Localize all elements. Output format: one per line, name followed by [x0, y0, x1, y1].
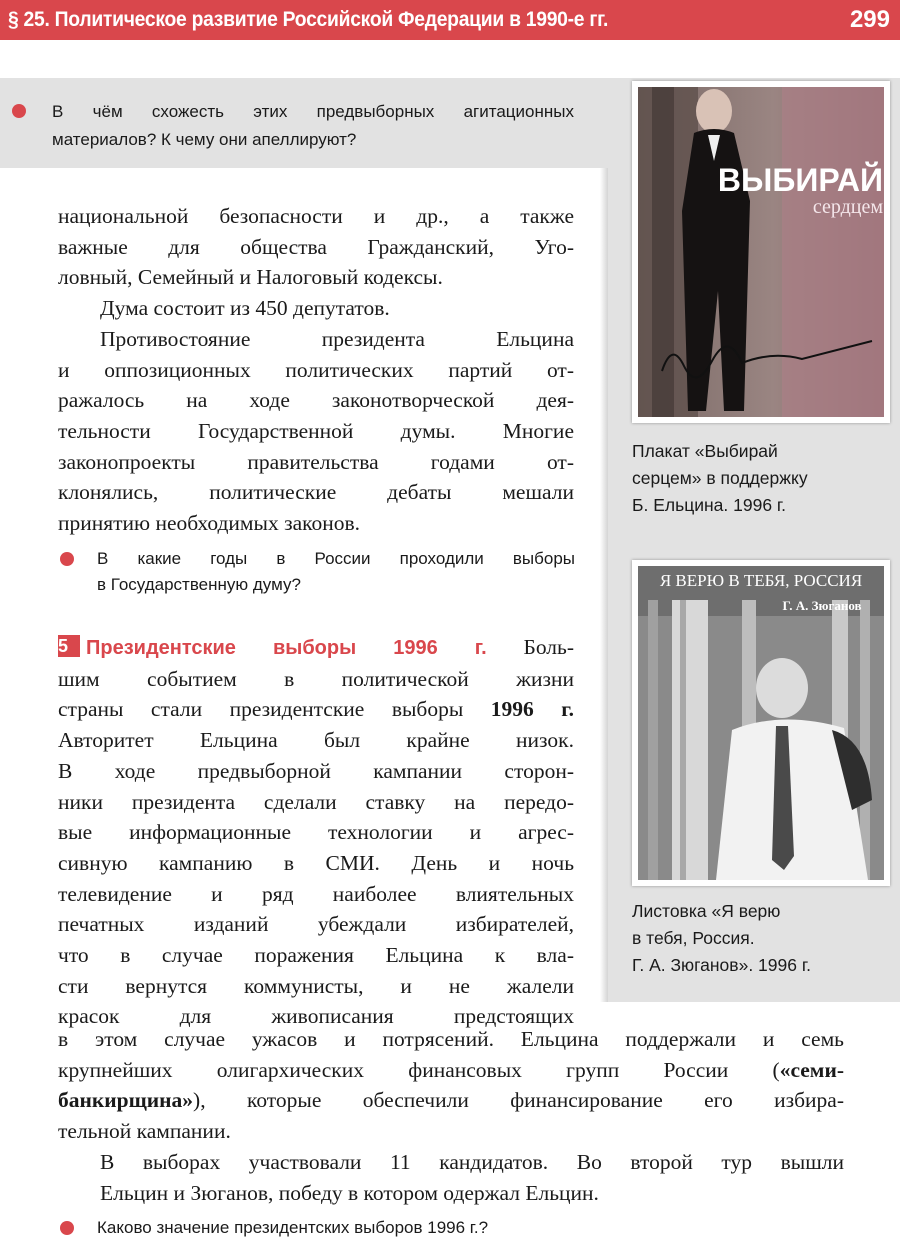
- caption-zyuganov-line-1: Листовка «Я верю: [632, 901, 781, 921]
- poster-zyuganov-title: Я ВЕРЮ В ТЕБЯ, РОССИЯ: [659, 571, 863, 590]
- poster-yeltsin: [632, 81, 890, 423]
- section5-line-2: шим событием в политической жизни: [58, 666, 574, 691]
- caption-yeltsin-line-2: серцем» в поддержку: [632, 468, 808, 488]
- section5-line-12: сти вернутся коммунисты, и не жалели: [58, 973, 574, 998]
- question-top: [52, 98, 574, 154]
- question-mid-line-2: в Государственную думу?: [97, 575, 301, 594]
- para1-line-1: национальной безопасности и др., а также: [58, 204, 574, 228]
- question-top-line-2: материалов? К чему они апеллируют?: [52, 130, 357, 149]
- question-bottom: Каково значение президентских выборов 1996 г.?: [97, 1218, 489, 1237]
- question-mid-line-1: В какие годы в России проходили выборы: [97, 549, 575, 568]
- para1-line-2: важные для общества Гражданский, Уго-: [58, 234, 574, 259]
- wide-para-line-2: Ельцин и Зюганов, победу в котором одержал Ельцин.: [100, 1180, 599, 1205]
- section5-line-7: вые информационные технологии и агрес-: [58, 820, 574, 845]
- poster-yeltsin-subtitle: сердцем: [812, 196, 883, 218]
- question-mid: [97, 546, 575, 598]
- wide-para-line-1: В выборах участвовали 11 кандидатов. Во второй тур вышли: [100, 1149, 844, 1174]
- wide-line-2: [58, 1055, 844, 1086]
- poster-zyuganov-name: Г. А. Зюганов: [782, 598, 862, 613]
- section-heading-tail: Боль-: [486, 635, 574, 659]
- caption-yeltsin-line-1: Плакат «Выбирай: [632, 441, 778, 461]
- section5-line-4: Авторитет Ельцина был крайне низок.: [58, 728, 574, 753]
- section5-line-10: печатных изданий убеждали избирателей,: [58, 912, 574, 937]
- wide-line-4: тельной кампании.: [58, 1119, 231, 1144]
- section5-line-3-text: страны стали президентские выборы: [58, 697, 491, 722]
- section5-line-13: красок для живописания предстоящих: [58, 1004, 574, 1029]
- paragraph-wide: [58, 1024, 844, 1208]
- caption-zyuganov-line-2: в тебя, Россия.: [632, 928, 755, 948]
- section5-line-8: сивную кампанию в СМИ. День и ночь: [58, 850, 574, 875]
- section5-line-3: [58, 694, 574, 725]
- section-number-badge: 5: [58, 635, 80, 657]
- para3-line-5: законопроекты правительства годами от-: [58, 449, 574, 474]
- section5-line-5: В ходе предвыборной кампании сторон-: [58, 758, 574, 783]
- caption-zyuganov-line-3: Г. А. Зюганов». 1996 г.: [632, 955, 811, 975]
- section-5-heading-line: [58, 632, 574, 664]
- question-bullet-icon: [12, 104, 26, 118]
- section-5: [58, 632, 574, 1032]
- question-top-line-1: В чём схожесть этих предвыборных агитационных: [52, 102, 574, 121]
- section-heading: Президентские выборы 1996 г.: [86, 637, 487, 659]
- para3-line-2: и оппозиционных политических партий от-: [58, 357, 574, 382]
- panel-shadow: [600, 168, 608, 1002]
- term-bold-1: «семи-: [779, 1057, 844, 1082]
- para3-line-1: Противостояние президента Ельцина: [100, 326, 574, 351]
- poster-zyuganov-image: [632, 560, 890, 886]
- para3-line-3: ражалось на ходе законотворческой дея-: [58, 388, 574, 413]
- poster-yeltsin-image: [632, 81, 890, 423]
- para2-duma: Дума состоит из 450 депутатов.: [100, 296, 390, 321]
- para3-line-4: тельности Государственной думы. Многие: [58, 418, 574, 443]
- term-bold-2: банкирщина»: [58, 1088, 194, 1113]
- caption-zyuganov: [632, 898, 811, 979]
- caption-yeltsin: [632, 438, 808, 519]
- wide-line-2-text: крупнейших олигархических финансовых групп России (: [58, 1057, 780, 1082]
- poster-zyuganov: [632, 560, 890, 886]
- paragraph-codes: [58, 201, 574, 539]
- wide-line-1: в этом случае ужасов и потрясений. Ельцина поддержали и семь: [58, 1027, 844, 1051]
- question-bullet-icon: [60, 1221, 74, 1235]
- caption-yeltsin-line-3: Б. Ельцина. 1996 г.: [632, 495, 787, 515]
- para3-line-6: клонялись, политические дебаты мешали: [58, 480, 574, 505]
- poster-yeltsin-title: ВЫБИРАЙ: [717, 162, 883, 198]
- section5-line-6: ники президента сделали ставку на передо-: [58, 789, 574, 814]
- wide-line-3: [58, 1085, 844, 1116]
- section-title: § 25. Политическое развитие Российской Федерации в 1990-е гг.: [8, 8, 609, 31]
- page-number: 299: [849, 6, 890, 33]
- para3-line-7: принятию необходимых законов.: [58, 511, 361, 536]
- wide-line-3-text: ), которые обеспечили финансирование его избира-: [193, 1088, 844, 1113]
- para1-line-3: ловный, Семейный и Налоговый кодексы.: [58, 265, 443, 290]
- section5-year-bold: 1996 г.: [490, 697, 574, 722]
- section5-line-11: что в случае поражения Ельцина к вла-: [58, 943, 574, 968]
- question-bullet-icon: [60, 552, 74, 566]
- section5-line-9: телевидение и ряд наиболее влиятельных: [58, 881, 574, 906]
- page-header: [0, 0, 900, 40]
